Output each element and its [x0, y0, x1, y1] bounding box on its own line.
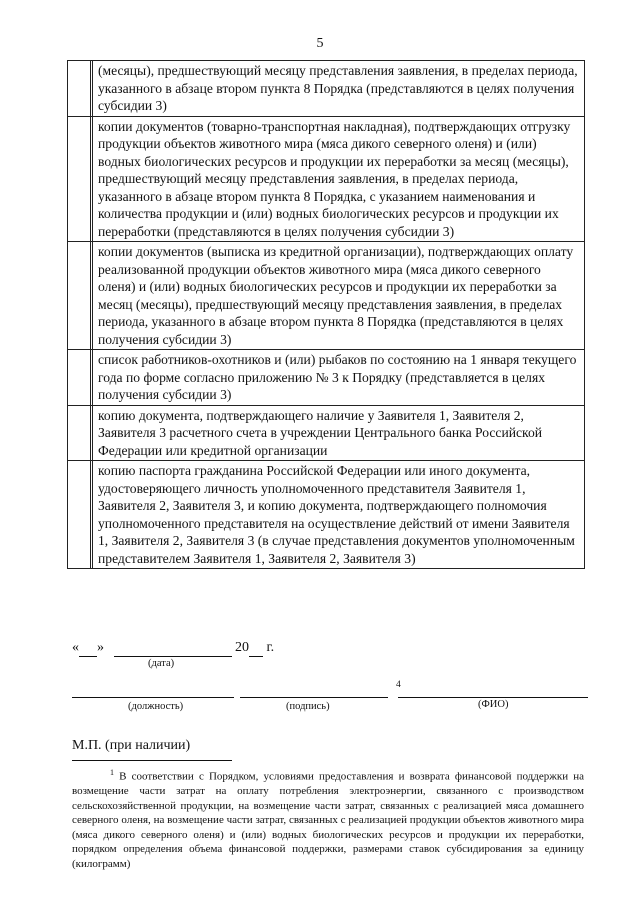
table-cell-empty	[68, 461, 91, 569]
footnote-text: В соответствии с Порядком, условиями предоставления и возврата финансовой поддержки на возмещение части затрат на оплату потребления электроэнергии, связанного с производством сельскохозяйственной продукции, на возмещение части затрат, связанных с реализацией мяса домашнего северного оленя, на возмещение части затрат, связанных с реализацией продукции объектов животного мира (мяса дикого северного оленя) и (или) водных биологических ресурсов и продукции их переработки, порядком определения объема финансовой поддержки, размерами ставок субсидирования за единицу (килограмм)	[72, 770, 585, 870]
footnote-separator	[72, 760, 232, 761]
date-caption: (дата)	[148, 658, 175, 669]
stamp-note: М.П. (при наличии)	[72, 738, 191, 753]
date-line	[72, 640, 274, 657]
footnote	[72, 766, 584, 871]
table-cell-text: (месяцы), предшествующий месяцу представления заявления, в пределах периода, указанного в абзаце втором пункта 8 Порядка (представляются в целях получения субсидии 3)	[93, 61, 585, 117]
year-prefix: 20	[235, 640, 249, 655]
table-cell-text: список работников-охотников и (или) рыбаков по состоянию на 1 января текущего года по форме согласно приложению № 3 к Порядку (представляется в целях получения субсидии 3)	[93, 350, 585, 406]
documents-table	[67, 60, 585, 569]
month-blank	[114, 640, 232, 657]
table-cell-text: копию паспорта гражданина Российской Федерации или иного документа, удостоверяющего личность уполномоченного представителя Заявителя 1, Заявителя 2, Заявителя 3, и копию документа, подтверждающего полномочия уполномоченного представителя на осуществление действий от имени Заявителя 1, Заявителя 2, Заявителя 3 (в случае представления документов уполномоченным представителем Заявителя 1, Заявителя 2, Заявителя 3)	[93, 461, 585, 569]
table-cell-empty	[68, 116, 91, 242]
open-quote: «	[72, 640, 79, 655]
table-row	[68, 461, 585, 569]
signature-caption: (подпись)	[286, 701, 330, 712]
year-blank	[249, 640, 263, 657]
table-row	[68, 61, 585, 117]
footnote-ref: 4	[396, 680, 401, 690]
table-cell-text: копии документов (товарно-транспортная накладная), подтверждающих отгрузку продукции объектов животного мира (мяса дикого северного оленя) и (или) водных биологических ресурсов и продукции их переработки за месяц (месяцы), предшествующий месяцу представления заявления, в пределах периода, указанного в абзаце втором пункта 8 Порядка, с указанием наименования и количества продукции и (или) водных биологических ресурсов и продукции их переработки (представляются в целях получения субсидии 3)	[93, 116, 585, 242]
table-cell-text: копии документов (выписка из кредитной организации), подтверждающих оплату реализованной продукции объектов животного мира (мяса дикого северного оленя) и (или) водных биологических ресурсов и продукции их переработки за месяц (месяцы), предшествующий месяцу представления заявления, в пределах периода, указанного в абзаце втором пункта 8 Порядка (представляются в целях получения субсидии 3)	[93, 242, 585, 350]
page-number: 5	[316, 36, 324, 51]
position-line	[72, 697, 234, 698]
table-cell-empty	[68, 405, 91, 461]
year-suffix: г.	[266, 640, 275, 655]
table-cell-text: копию документа, подтверждающего наличие у Заявителя 1, Заявителя 2, Заявителя 3 расчетного счета в учреждении Центрального банка Российской Федерации или кредитной организации	[93, 405, 585, 461]
table-row	[68, 242, 585, 350]
table-row	[68, 350, 585, 406]
name-caption: (ФИО)	[478, 699, 509, 710]
table-row	[68, 116, 585, 242]
position-caption: (должность)	[128, 701, 184, 712]
footnote-marker: 1	[110, 768, 114, 777]
name-line	[398, 697, 588, 698]
table-row	[68, 405, 585, 461]
table-cell-empty	[68, 61, 91, 117]
day-blank	[79, 640, 97, 657]
signature-line	[240, 697, 388, 698]
table-cell-empty	[68, 350, 91, 406]
table-cell-empty	[68, 242, 91, 350]
close-quote: »	[97, 640, 104, 655]
